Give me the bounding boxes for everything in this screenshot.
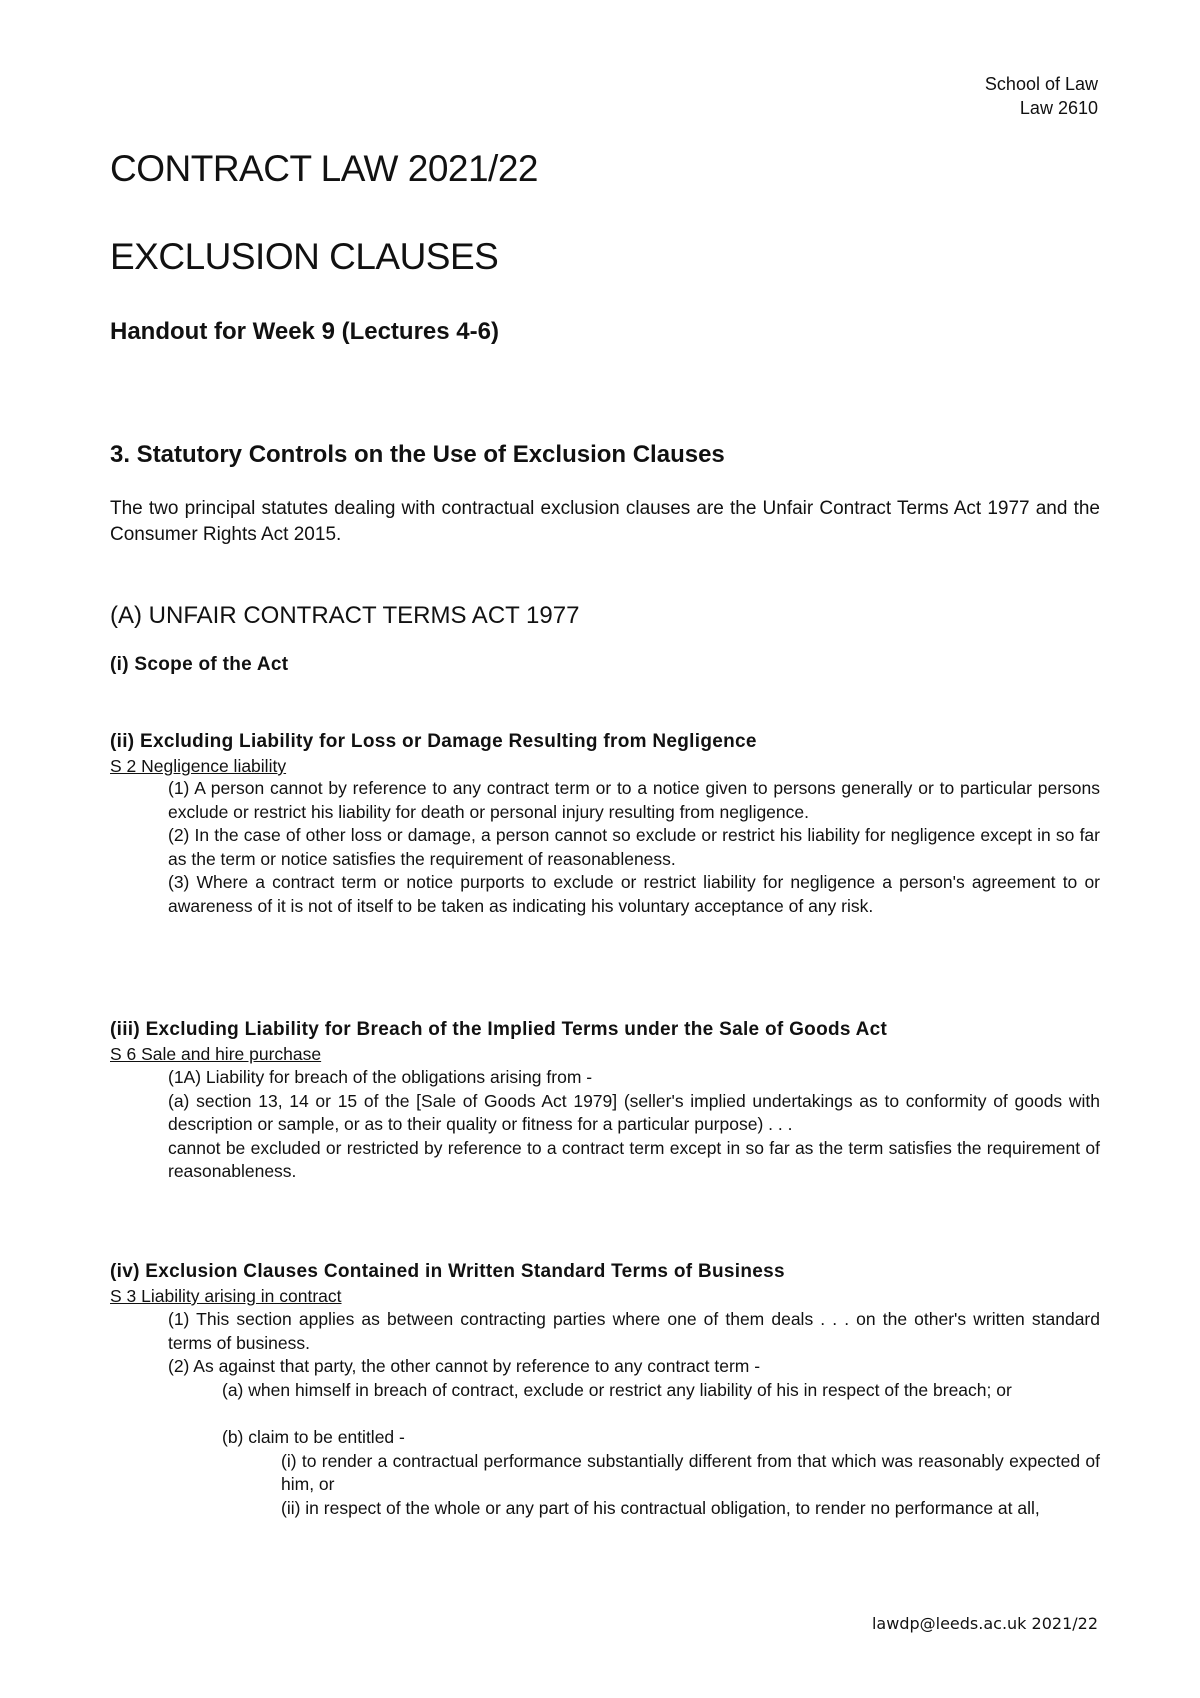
page-header — [985, 72, 1098, 120]
provision-paragraph: (2) As against that party, the other cannot by reference to any contract term - — [168, 1356, 761, 1377]
provision-subsubparagraph: (i) to render a contractual performance substantially different from that which was reasonably expected of him, or — [281, 1450, 1100, 1495]
provision-paragraph: (1) A person cannot by reference to any contract term or to a notice given to persons generally or to particular persons exclude or restrict his liability for death or personal injury resulting from negligence. — [168, 778, 1100, 822]
provision-paragraph: (2) In the case of other loss or damage, a person cannot so exclude or restrict his liability for negligence except in so far as the term or notice satisfies the requirement of reasonableness. — [168, 825, 1100, 869]
page-footer: lawdp@leeds.ac.uk 2021/22 — [871, 1614, 1098, 1633]
negligence-heading: (ii) Excluding Liability for Loss or Damage Resulting from Negligence — [110, 731, 757, 752]
negligence-section-link: S 2 Negligence liability — [110, 756, 287, 776]
sale-of-goods-heading: (iii) Excluding Liability for Breach of the Implied Terms under the Sale of Goods Act — [110, 1019, 888, 1040]
standard-terms-section-link: S 3 Liability arising in contract — [110, 1286, 342, 1306]
ucta-heading: (A) UNFAIR CONTRACT TERMS ACT 1977 — [110, 602, 580, 629]
document-subtitle: EXCLUSION CLAUSES — [110, 236, 499, 277]
section-heading: 3. Statutory Controls on the Use of Exclusion Clauses — [110, 441, 725, 468]
provision-paragraph: (a) section 13, 14 or 15 of the [Sale of Goods Act 1979] (seller's implied undertakings as to conformity of goods with description or sample, or as to their quality or fitness for a particular purpose) . . . — [168, 1090, 1100, 1135]
scope-heading: (i) Scope of the Act — [110, 654, 289, 675]
provision-paragraph: (1) This section applies as between contracting parties where one of them deals . . . on the other's written standard terms of business. — [168, 1309, 1100, 1353]
provision-paragraph: cannot be excluded or restricted by reference to a contract term except in so far as the term satisfies the requirement of reasonableness. — [168, 1137, 1100, 1182]
school-name: School of Law — [984, 74, 1098, 94]
standard-terms-heading: (iv) Exclusion Clauses Contained in Written Standard Terms of Business — [110, 1261, 785, 1282]
provision-subsubparagraph: (ii) in respect of the whole or any part of his contractual obligation, to render no performance at all, — [281, 1497, 1040, 1518]
provision-subparagraph: (b) claim to be entitled - — [222, 1427, 405, 1447]
provision-subparagraph: (a) when himself in breach of contract, exclude or restrict any liability of his in respect of the breach; or — [222, 1379, 1012, 1400]
module-code: Law 2610 — [1019, 98, 1098, 118]
handout-heading: Handout for Week 9 (Lectures 4-6) — [110, 318, 499, 345]
provision-paragraph: (1A) Liability for breach of the obligations arising from - — [168, 1067, 593, 1087]
provision-paragraph: (3) Where a contract term or notice purports to exclude or restrict liability for negligence a person's agreement to or awareness of it is not of itself to be taken as indicating his voluntary acceptance of any risk. — [168, 872, 1100, 916]
document-title: CONTRACT LAW 2021/22 — [110, 148, 538, 189]
intro-paragraph: The two principal statutes dealing with contractual exclusion clauses are the Unfair Contract Terms Act 1977 and the Consumer Rights Act 2015. — [110, 498, 1100, 545]
sale-of-goods-section-link: S 6 Sale and hire purchase — [110, 1044, 322, 1064]
